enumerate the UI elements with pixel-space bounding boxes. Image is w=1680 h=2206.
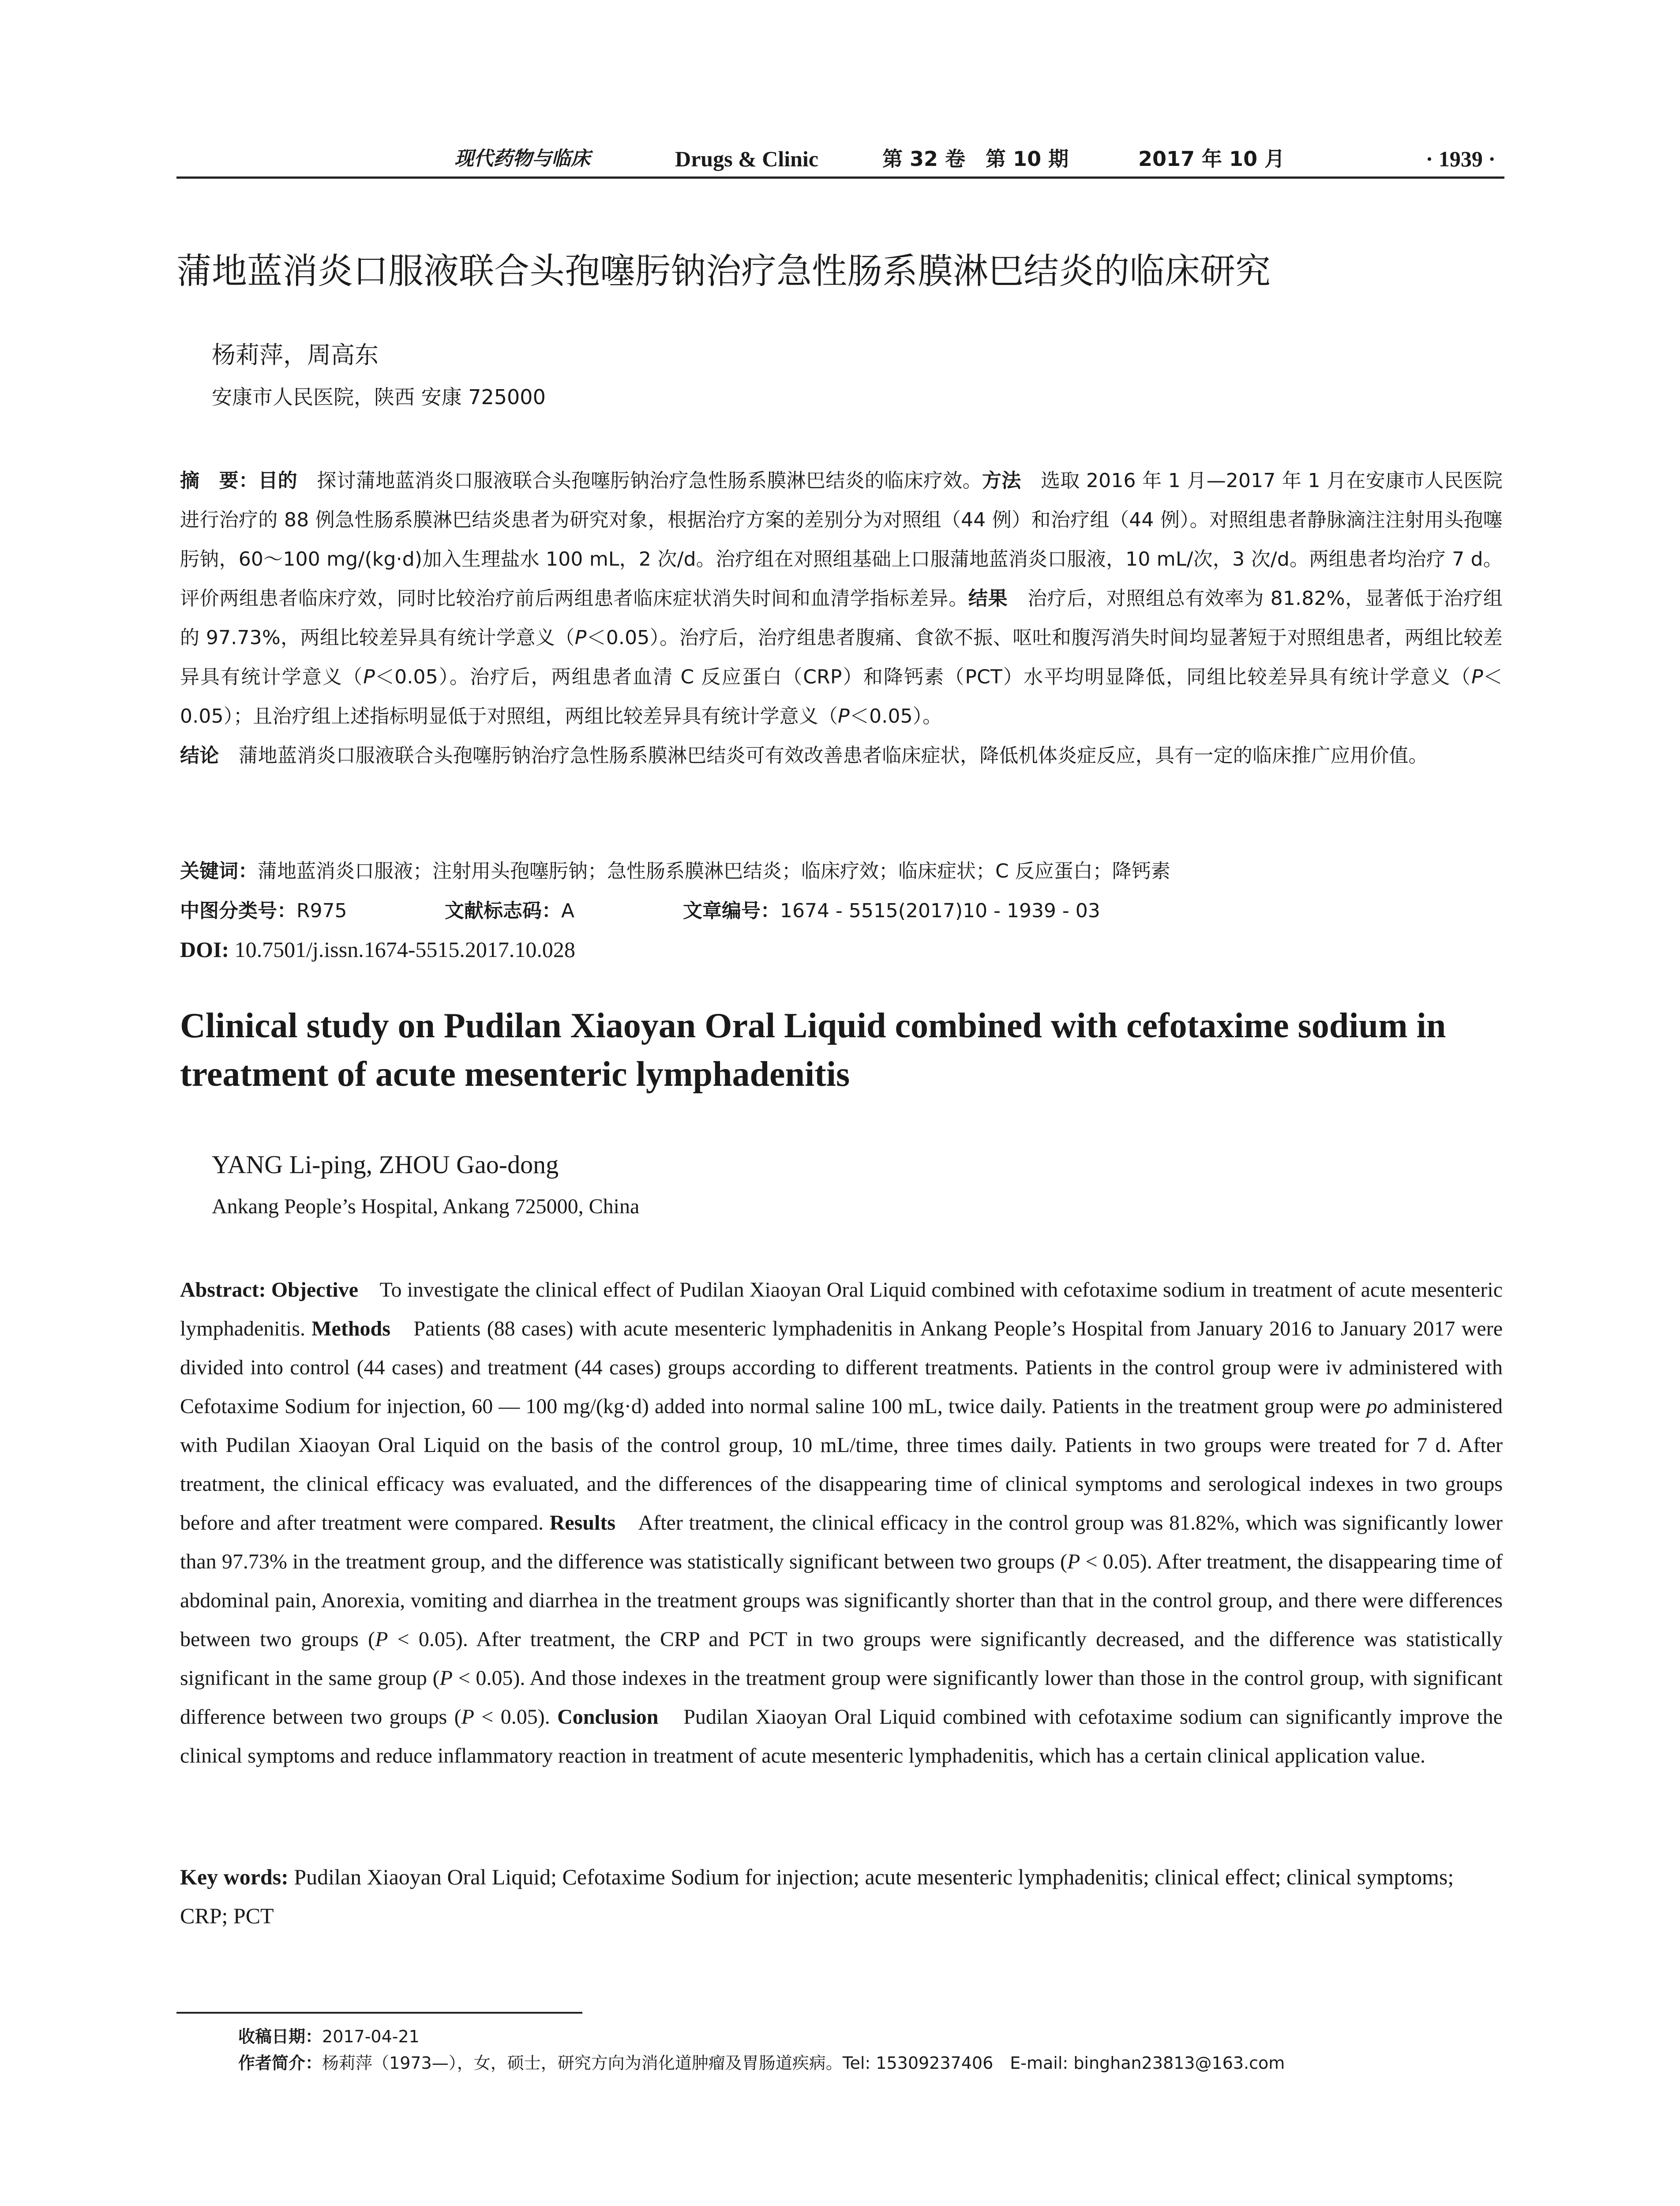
methods-text-en: Patients (88 cases) with acute mesenteric lymphadenitis in Ankang People’s Hospital from January 2016 to January 2017 were divided into control (44 cases) and treatment (44 cases) groups according to different treatments. Patients in the control group were iv administered with Cefotaxime Sodium for injection, 60 — 100 mg/(kg·d) added into normal saline 100 mL, twice daily. Patients in the treatment group were: [180, 1317, 1503, 1418]
article-title-cn: 蒲地蓝消炎口服液联合头孢噻肟钠治疗急性肠系膜淋巴结炎的临床研究: [176, 251, 1271, 292]
received-label: 收稿日期：: [238, 2027, 322, 2046]
classification-line: [180, 893, 1503, 929]
results-label-cn: 结果: [968, 587, 1008, 610]
journal-name-cn: 现代药物与临床: [454, 147, 590, 170]
methods-text-en: administered with Pudilan Xiaoyan Oral Liquid on the basis of the control group, 10 mL/time, three times daily. Patients in two groups were treated for 7 d. After treatment, the clinical efficacy was evaluated, and the differences of the disappearing time of clinical symptoms and serological indexes in two groups before and after treatment were compared.: [180, 1395, 1503, 1534]
results-text-cn: ＜0.05）。治疗后，治疗组患者腹痛、食欲不振、呕吐和腹泻消失时间均显著短于对照组患者，两组比较差异具有统计学意义（: [180, 627, 1503, 688]
objective-label-cn: 目的: [258, 469, 298, 492]
p-value-symbol: P: [1471, 666, 1483, 688]
authors-en: YANG Li-ping, ZHOU Gao-dong: [212, 1150, 559, 1179]
affiliation-cn: 安康市人民医院，陕西 安康 725000: [212, 385, 546, 409]
results-text-cn: ＜0.05）。: [849, 705, 942, 728]
conclusion-label-en: Conclusion: [557, 1705, 659, 1729]
affiliation-en: Ankang People’s Hospital, Ankang 725000, China: [212, 1195, 640, 1218]
abstract-en: [180, 1271, 1503, 1775]
results-text-en: < 0.05). And those indexes in the treatment group were significantly lower than those in the control group, with significant difference between two groups (: [180, 1666, 1503, 1729]
conclusion-text-cn: 蒲地蓝消炎口服液联合头孢噻肟钠治疗急性肠系膜淋巴结炎可有效改善患者临床症状，降低机体炎症反应，具有一定的临床推广应用价值。: [219, 744, 1428, 767]
footnote-rule: [176, 2012, 582, 2014]
methods-label-en: Methods: [311, 1317, 390, 1340]
doi-label: DOI:: [180, 937, 229, 962]
article-id-item: [683, 893, 1100, 929]
results-text-en: After treatment, the clinical efficacy in the control group was 81.82%, which was significantly lower than 97.73% in the treatment group, and the difference was statistically significant between two groups (: [180, 1511, 1503, 1573]
clc-label: 中图分类号：: [180, 900, 296, 922]
keywords-cn: [180, 854, 1503, 889]
authors-cn: 杨莉萍，周高东: [212, 341, 379, 369]
p-value-symbol: P: [1067, 1550, 1080, 1573]
clc-item: [180, 893, 445, 929]
doi-value: 10.7501/j.issn.1674-5515.2017.10.028: [229, 937, 575, 962]
p-value-symbol: P: [838, 705, 850, 728]
author-bio-label: 作者简介：: [238, 2053, 322, 2073]
abstract-cn: [180, 461, 1503, 775]
p-value-symbol: P: [439, 1666, 453, 1690]
article-id-label: 文章编号：: [683, 900, 780, 922]
results-text-en: < 0.05).: [474, 1705, 558, 1729]
keywords-text-cn: 蒲地蓝消炎口服液；注射用头孢噻肟钠；急性肠系膜淋巴结炎；临床疗效；临床症状；C 反应蛋白；降钙素: [258, 860, 1170, 882]
received-value: 2017-04-21: [322, 2027, 420, 2046]
conclusion-text-en: Pudilan Xiaoyan Oral Liquid combined with cefotaxime sodium can significantly improve the clinical symptoms and reduce inflammatory reaction in treatment of acute mesenteric lymphadenitis, which has a certain clinical application value.: [180, 1705, 1503, 1767]
author-bio-value: 杨莉萍（1973—），女，硕士，研究方向为消化道肿瘤及胃肠道疾病。Tel: 15309237406 E-mail: binghan23813@163.com: [322, 2053, 1285, 2073]
keywords-text-en: Pudilan Xiaoyan Oral Liquid; Cefotaxime Sodium for injection; acute mesenteric lymphadenitis; clinical effect; clinical symptoms; CRP; PCT: [180, 1865, 1454, 1928]
results-text-cn: ＜0.05）；且治疗组上述指标明显低于对照组，两组比较差异具有统计学意义（: [180, 666, 1503, 728]
volume-issue: 第 32 卷 第 10 期: [882, 147, 1069, 171]
results-text-en: < 0.05). After treatment, the disappearing time of abdominal pain, Anorexia, vomiting and diarrhea in the treatment groups was significantly shorter than that in the control group, and there were differences between two groups (: [180, 1550, 1503, 1651]
objective-label-en: Objective: [266, 1278, 359, 1302]
keywords-label-cn: 关键词：: [180, 860, 258, 882]
abstract-label-en: Abstract:: [180, 1278, 266, 1302]
conclusion-label-cn: 结论: [180, 744, 219, 767]
doc-code-label: 文献标志码：: [445, 900, 561, 922]
header-rule: [176, 176, 1504, 179]
publication-date: 2017 年 10 月: [1138, 147, 1285, 171]
article-title-en: Clinical study on Pudilan Xiaoyan Oral Liquid combined with cefotaxime sodium in treatment of acute mesenteric lymphadenitis: [180, 1006, 1446, 1094]
article-id-value: 1674 - 5515(2017)10 - 1939 - 03: [780, 900, 1100, 922]
results-text-cn: 治疗后，对照组总有效率为 81.82%，显著低于治疗组的 97.73%，两组比较差异具有统计学意义（: [180, 587, 1503, 649]
journal-name-en: Drugs & Clinic: [675, 146, 818, 171]
clc-value: R975: [296, 900, 347, 922]
keywords-en: [180, 1857, 1503, 1935]
received-date-footnote: [238, 2023, 420, 2050]
abstract-label-cn: 摘 要：: [180, 469, 259, 492]
author-bio-footnote: [238, 2049, 1285, 2077]
running-header: [176, 140, 1504, 177]
results-text-en: < 0.05). After treatment, the CRP and PCT in two groups were significantly decreased, and the difference was statistically significant in the same group (: [180, 1628, 1503, 1690]
p-value-symbol: P: [461, 1705, 474, 1729]
objective-text-en: To investigate the clinical effect of Pudilan Xiaoyan Oral Liquid combined with cefotaxime sodium in treatment of acute mesenteric lymphadenitis.: [180, 1278, 1503, 1340]
doc-code-item: [445, 893, 683, 929]
p-value-symbol: P: [375, 1628, 388, 1651]
methods-label-cn: 方法: [982, 469, 1021, 492]
results-text-cn: ＜0.05）。治疗后，两组患者血清 C 反应蛋白（CRP）和降钙素（PCT）水平均明显降低，同组比较差异具有统计学意义（: [375, 666, 1472, 688]
objective-text-cn: 探讨蒲地蓝消炎口服液联合头孢噻肟钠治疗急性肠系膜淋巴结炎的临床疗效。: [297, 469, 982, 492]
doc-code-value: A: [561, 900, 575, 922]
page-number: · 1939 ·: [1425, 146, 1496, 171]
doi-line: [180, 932, 575, 967]
keywords-label-en: Key words:: [180, 1865, 289, 1889]
po-abbreviation: po: [1366, 1395, 1388, 1418]
p-value-symbol: P: [363, 666, 375, 688]
p-value-symbol: P: [574, 627, 587, 649]
results-label-en: Results: [549, 1511, 616, 1534]
methods-text-cn: 选取 2016 年 1 月—2017 年 1 月在安康市人民医院进行治疗的 88 例急性肠系膜淋巴结炎患者为研究对象，根据治疗方案的差别分为对照组（44 例）和治疗组（44 例）。对照组患者静脉滴注注射用头孢噻肟钠，60～100 mg/(kg·d)加入生理盐水 100 mL，2 次/d。治疗组在对照组基础上口服蒲地蓝消炎口服液，10 mL/次，3 次/d。两组患者均治疗 7 d。评价两组患者临床疗效，同时比较治疗前后两组患者临床症状消失时间和血清学指标差异。: [180, 469, 1503, 610]
